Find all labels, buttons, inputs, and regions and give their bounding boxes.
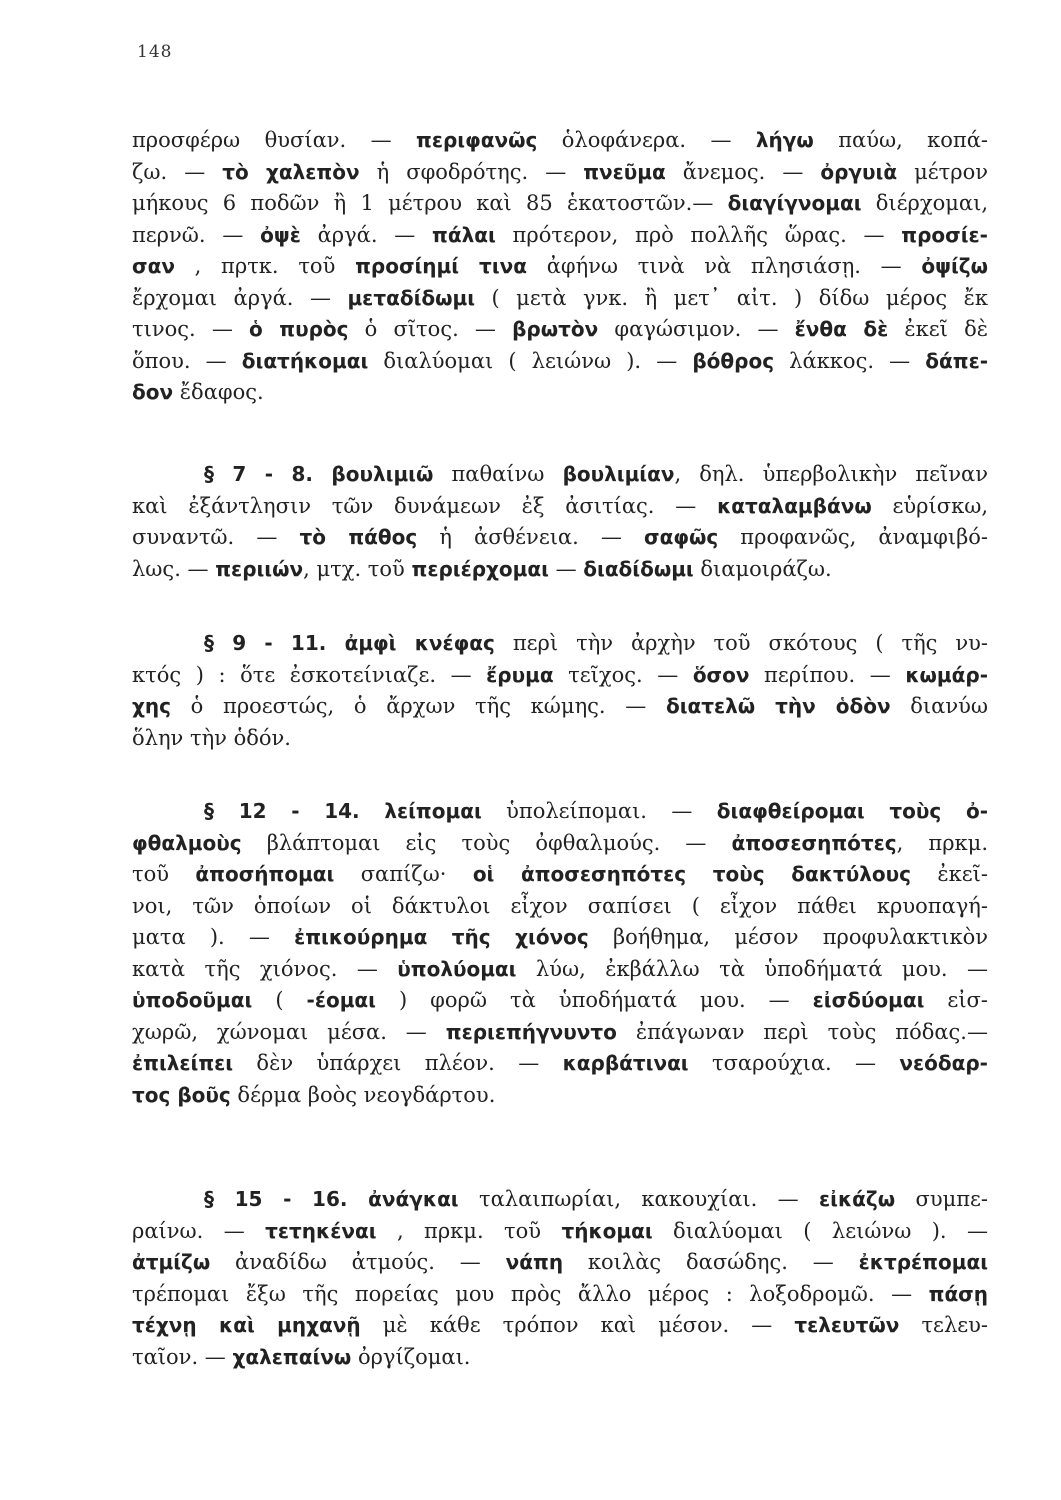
headword: οἱ ἀποσεσηπότες τοὺς δακτύλους [472, 862, 912, 886]
text-line: ὅπου. — διατήκομαι διαλύομαι ( λειώνω ). — βόθρος λάκκος. — δάπε- [132, 348, 988, 373]
headword: ἀποσήπομαι [195, 862, 335, 886]
text-line: § 15 - 16. ἀνάγκαι ταλαιπωρίαι, κακουχίαι. — εἰκάζω συμπε- [204, 1187, 989, 1211]
headword: περιέρχομαι [411, 556, 549, 581]
page-number: 148 [137, 42, 173, 62]
headword: χης [132, 694, 171, 718]
text-line: ματα ). — ἐπικούρημα τῆς χιόνος βοήθημα, μέσον προφυλακτικὸν [132, 925, 988, 949]
headword: διατήκομαι [241, 348, 369, 373]
headword: ὀργυιὰ [820, 159, 898, 184]
text-line: ἔρχομαι ἀργά. — μεταδίδωμι ( μετὰ γνκ. ἢ μετ᾽ αἰτ. ) δίδω μέρος ἔκ [132, 285, 988, 310]
headword: τὸ πάθος [299, 525, 418, 549]
headword: ἔρυμα [486, 662, 554, 687]
headword: ἀποσεσηπότες [731, 830, 897, 855]
headword: κωμάρ- [905, 662, 989, 687]
text-line: νοι, τῶν ὁποίων οἱ δάκτυλοι εἶχον σαπίσει ( εἶχον πάθει κρυοπαγή- [132, 893, 988, 918]
text-line: τινος. — ὁ πυρὸς ὁ σῖτος. — βρωτὸν φαγώσιμον. — ἔνθα δὲ ἐκεῖ δὲ [132, 317, 988, 341]
text-line: κτός ) : ὅτε ἐσκοτείνιαζε. — ἔρυμα τεῖχος. — ὅσον περίπου. — κωμάρ- [132, 662, 989, 687]
text-line: μήκους 6 ποδῶν ἢ 1 μέτρου καὶ 85 ἑκατοστῶν.— διαγίγνομαι διέρχομαι, [132, 191, 988, 215]
headword: ἐπιλείπει [132, 1051, 234, 1075]
text-line: σαν , πρτκ. τοῦ προσίημί τινα ἀφήνω τινὰ νὰ πλησιάσῃ. — ὀψίζω [132, 254, 988, 278]
headword: νεόδαρ- [899, 1051, 988, 1075]
text-line: ὅλην τὴν ὁδόν. [132, 725, 291, 750]
text-line: τος βοῦς δέρμα βοὸς νεογδάρτου. [132, 1082, 496, 1107]
headword: περιεπήγνυντο [445, 1019, 617, 1044]
headword: σαφῶς [644, 525, 719, 549]
text-line: ὑποδοῦμαι ( -έομαι ) φορῶ τὰ ὑποδήματά μου. — εἰσδύομαι εἰσ- [132, 988, 988, 1012]
glossary-paragraph [132, 1184, 988, 1373]
headword: περιφανῶς [416, 128, 538, 152]
headword: περιιών [215, 556, 304, 581]
headword: καταλαμβάνω [717, 493, 872, 518]
headword: πάλαι [432, 222, 496, 247]
headword: προσίε- [901, 222, 988, 247]
text-line: § 9 - 11. ἀμφὶ κνέφας περὶ τὴν ἀρχὴν τοῦ σκότους ( τῆς νυ- [204, 631, 989, 655]
headword: καρβάτιναι [562, 1051, 689, 1075]
headword: τετηκέναι [265, 1218, 377, 1243]
headword: βουλιμίαν [562, 462, 675, 486]
headword: τέχνῃ καὶ μηχανῇ [132, 1313, 361, 1337]
headword: ὁ πυρὸς [249, 317, 349, 341]
text-line: § 12 - 14. λείπομαι ὑπολείπομαι. — διαφθείρομαι τοὺς ὀ- [204, 799, 988, 823]
glossary-paragraph [132, 628, 988, 754]
glossary-paragraph [132, 125, 988, 409]
text-line: καὶ ἐξάντλησιν τῶν δυνάμεων ἐξ ἀσιτίας. — καταλαμβάνω εὑρίσκω, [132, 493, 988, 518]
headword: ὑποδοῦμαι [132, 988, 253, 1012]
headword: δάπε- [925, 348, 988, 373]
text-line: τέχνῃ καὶ μηχανῇ μὲ κάθε τρόπον καὶ μέσον. — τελευτῶν τελευ- [132, 1313, 988, 1337]
headword: ἔνθα δὲ [794, 317, 889, 341]
headword: πνεῦμα [583, 159, 666, 184]
text-line: § 7 - 8. βουλιμιῶ παθαίνω βουλιμίαν, δηλ. ὑπερβολικὴν πεῖναν [204, 462, 988, 486]
text-line: χωρῶ, χώνομαι μέσα. — περιεπήγνυντο ἐπάγωναν περὶ τοὺς πόδας.— [132, 1019, 988, 1044]
headword: εἰσδύομαι [812, 988, 925, 1012]
headword: λήγω [755, 128, 814, 152]
headword: τελευτῶν [794, 1313, 900, 1337]
headword: διαφθείρομαι τοὺς ὀ- [716, 799, 988, 823]
headword: τος βοῦς [132, 1082, 231, 1107]
headword: διατελῶ τὴν ὁδὸν [665, 694, 891, 718]
headword: -έομαι [306, 988, 376, 1012]
headword: διαγίγνομαι [727, 191, 862, 215]
text-line: προσφέρω θυσίαν. — περιφανῶς ὁλοφάνερα. — λήγω παύω, κοπά- [132, 128, 989, 152]
headword: χαλεπαίνω [232, 1344, 352, 1369]
text-line: ραίνω. — τετηκέναι , πρκμ. τοῦ τήκομαι διαλύομαι ( λειώνω ). — [132, 1218, 988, 1243]
text-line: τρέπομαι ἔξω τῆς πορείας μου πρὸς ἄλλο μέρος : λοξοδρομῶ. — πάσῃ [132, 1281, 988, 1306]
text-line: συναντῶ. — τὸ πάθος ἡ ἀσθένεια. — σαφῶς προφανῶς, ἀναμφιβό- [132, 525, 988, 549]
text-line: χης ὁ προεστώς, ὁ ἄρχων τῆς κώμης. — διατελῶ τὴν ὁδὸν διανύω [132, 694, 988, 718]
headword: νάπη [505, 1250, 564, 1274]
headword: φθαλμοὺς [132, 830, 242, 855]
headword: ὀψὲ [260, 222, 301, 247]
text-line: ταῖον. — χαλεπαίνω ὀργίζομαι. [132, 1344, 471, 1369]
headword: § 9 - 11. ἀμφὶ κνέφας [204, 631, 495, 655]
headword: τὸ χαλεπὸν [222, 159, 360, 184]
text-line: δον ἔδαφος. [132, 380, 264, 404]
text-line: κατὰ τῆς χιόνος. — ὑπολύομαι λύω, ἐκβάλλω τὰ ὑποδήματά μου. — [132, 956, 988, 981]
text-line: ἀτμίζω ἀναδίδω ἀτμούς. — νάπη κοιλὰς δασώδης. — ἐκτρέπομαι [132, 1250, 988, 1274]
headword: βόθρος [692, 348, 775, 373]
headword: ἐπικούρημα τῆς χιόνος [294, 925, 589, 949]
headword: προσίημί τινα [355, 254, 527, 278]
headword: ἀτμίζω [132, 1250, 211, 1274]
headword: ὑπολύομαι [397, 956, 517, 981]
headword: § 15 - 16. ἀνάγκαι [204, 1187, 459, 1211]
headword: ὅσον [692, 662, 750, 687]
headword: § 7 - 8. βουλιμιῶ [204, 462, 434, 486]
text-line: περνῶ. — ὀψὲ ἀργά. — πάλαι πρότερον, πρὸ πολλῆς ὥρας. — προσίε- [132, 222, 988, 247]
text-line: ἐπιλείπει δὲν ὑπάρχει πλέον. — καρβάτιναι τσαρούχια. — νεόδαρ- [132, 1051, 988, 1075]
headword: σαν [132, 254, 175, 278]
headword: διαδίδωμι [583, 556, 694, 581]
headword: μεταδίδωμι [347, 285, 475, 310]
text-line: λως. — περιιών, μτχ. τοῦ περιέρχομαι — διαδίδωμι διαμοιράζω. [132, 556, 832, 581]
glossary-paragraph [132, 459, 988, 585]
headword: ἐκτρέπομαι [858, 1250, 988, 1274]
text-line: τοῦ ἀποσήπομαι σαπίζω· οἱ ἀποσεσηπότες τοὺς δακτύλους ἐκεῖ- [132, 862, 989, 886]
text-line: φθαλμοὺς βλάπτομαι εἰς τοὺς ὀφθαλμούς. — ἀποσεσηπότες, πρκμ. [132, 830, 988, 855]
glossary-paragraph [132, 796, 988, 1111]
text-line: ζω. — τὸ χαλεπὸν ἡ σφοδρότης. — πνεῦμα ἄνεμος. — ὀργυιὰ μέτρον [132, 159, 988, 184]
headword: δον [132, 380, 174, 404]
headword: § 12 - 14. λείπομαι [204, 799, 482, 823]
headword: εἰκάζω [819, 1187, 896, 1211]
headword: πάσῃ [928, 1281, 988, 1306]
headword: βρωτὸν [512, 317, 599, 341]
headword: τήκομαι [561, 1218, 653, 1243]
headword: ὀψίζω [921, 254, 988, 278]
